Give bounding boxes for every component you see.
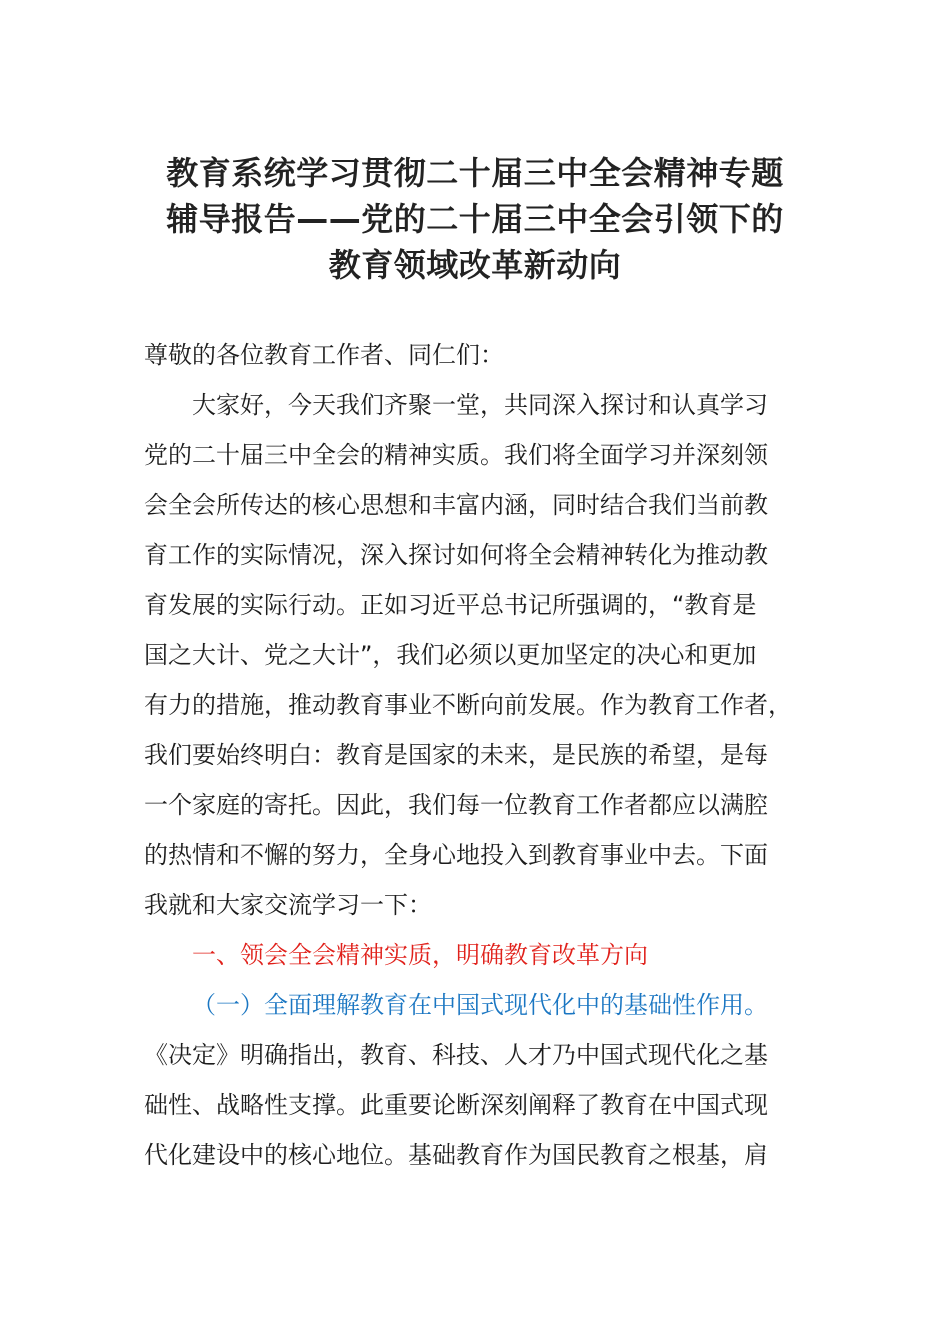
document-title bbox=[100, 150, 850, 288]
intro-line: 我就和大家交流学习一下： bbox=[144, 891, 432, 919]
section-line: 代化建设中的核心地位。基础教育作为国民教育之根基，肩 bbox=[144, 1141, 768, 1169]
intro-line: 育发展的实际行动。正如习近平总书记所强调的，“教育是 bbox=[144, 591, 757, 619]
intro-line: 有力的措施，推动教育事业不断向前发展。作为教育工作者， bbox=[144, 691, 792, 719]
section-line: 础性、战略性支撑。此重要论断深刻阐释了教育在中国式现 bbox=[144, 1091, 768, 1119]
section-heading: 一、领会全会精神实质，明确教育改革方向 bbox=[192, 941, 648, 969]
intro-line: 党的二十届三中全会的精神实质。我们将全面学习并深刻领 bbox=[144, 441, 768, 469]
title-line: 辅导报告——党的二十届三中全会引领下的 bbox=[166, 200, 784, 238]
intro-line: 一个家庭的寄托。因此，我们每一位教育工作者都应以满腔 bbox=[144, 791, 768, 819]
subsection-heading: （一）全面理解教育在中国式现代化中的基础性作用。 bbox=[192, 991, 768, 1019]
intro-line: 会全会所传达的核心思想和丰富内涵，同时结合我们当前教 bbox=[144, 491, 768, 519]
intro-line: 的热情和不懈的努力，全身心地投入到教育事业中去。下面 bbox=[144, 841, 768, 869]
intro-line: 我们要始终明白：教育是国家的未来，是民族的希望，是每 bbox=[144, 741, 768, 769]
intro-line: 育工作的实际情况，深入探讨如何将全会精神转化为推动教 bbox=[144, 541, 768, 569]
title-line: 教育系统学习贯彻二十届三中全会精神专题 bbox=[166, 154, 784, 192]
title-line: 教育领域改革新动向 bbox=[328, 246, 622, 284]
salutation: 尊敬的各位教育工作者、同仁们： bbox=[144, 341, 504, 369]
intro-line: 大家好，今天我们齐聚一堂，共同深入探讨和认真学习 bbox=[192, 391, 768, 419]
section-line: 《决定》明确指出，教育、科技、人才乃中国式现代化之基 bbox=[144, 1041, 768, 1069]
intro-line: 国之大计、党之大计”，我们必须以更加坚定的决心和更加 bbox=[144, 641, 757, 669]
document-body bbox=[144, 330, 824, 1180]
